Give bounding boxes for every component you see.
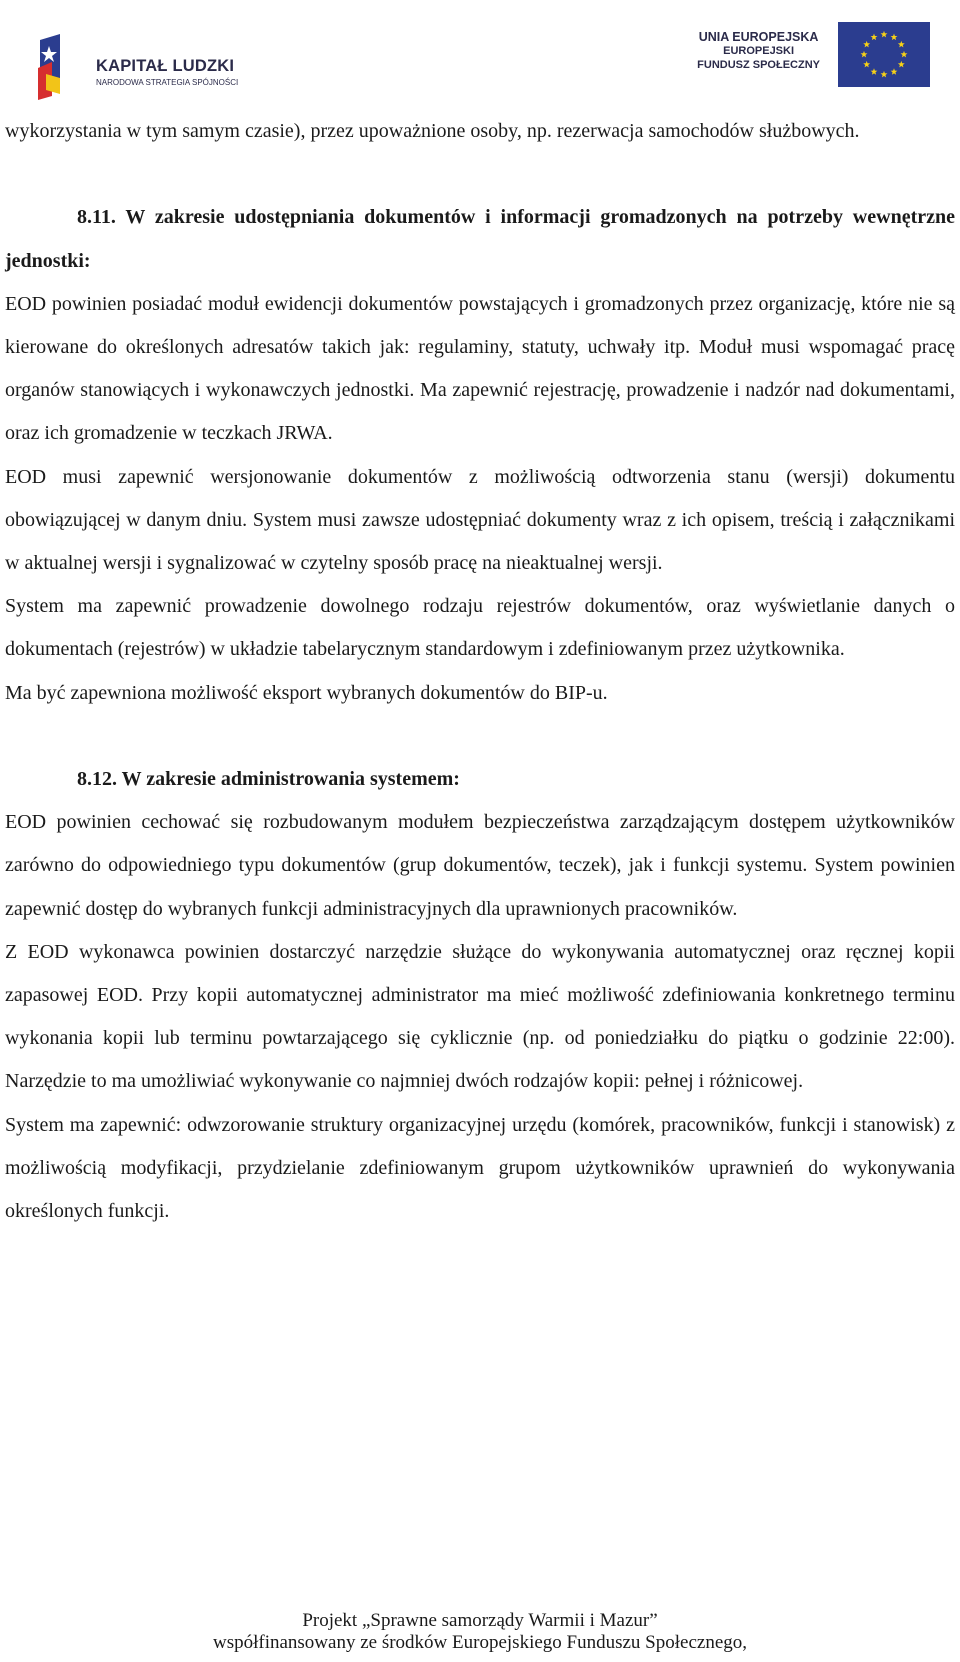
paragraph-struktura: System ma zapewnić: odwzorowanie struktury organizacyjnej urzędu (komórek, pracowników, funkcji i stanowisk) z możliwością modyfikacji, przydzielanie zdefiniowanym grupom użytkowników uprawnień do wykonywania określonych funkcji. bbox=[5, 1113, 955, 1223]
paragraph-continuation: wykorzystania w tym samym czasie), przez upoważnione osoby, np. rezerwacja samochodów służbowych. bbox=[5, 120, 860, 142]
page-footer bbox=[0, 1610, 960, 1654]
section-heading-8-12 bbox=[5, 758, 955, 801]
eu-logo-line2: EUROPEJSKI bbox=[723, 45, 795, 57]
spacer bbox=[5, 153, 955, 196]
footer-line1: Projekt „Sprawne samorządy Warmii i Mazur” bbox=[302, 1610, 658, 1631]
section-heading-8-11-text: 8.11. W zakresie udostępniania dokumentów i informacji gromadzonych na potrzeby wewnętrzne jednostki: bbox=[5, 206, 955, 272]
spacer bbox=[5, 715, 955, 758]
paragraph-ewidencja: EOD powinien posiadać moduł ewidencji dokumentów powstających i gromadzonych przez organizację, które nie są kierowane do określonych adresatów takich jak: regulaminy, statuty, uchwały itp. Moduł musi wspomagać pracę organów stanowiących i wykonawczych jednostki. Ma zapewnić rejestrację, prowadzenie i nadzór nad dokumentami, oraz ich gromadzenie w teczkach JRWA. bbox=[5, 292, 955, 445]
page-header bbox=[0, 0, 960, 112]
footer-line2: współfinansowany ze środków Europejskiego Funduszu Społecznego, bbox=[212, 1632, 747, 1653]
paragraph-rejestry: System ma zapewnić prowadzenie dowolnego rodzaju rejestrów dokumentów, oraz wyświetlanie danych o dokumentach (rejestrów) w układzie tabelarycznym standardowym i zdefiniowanym przez użytkownika. bbox=[5, 595, 955, 661]
eu-logo bbox=[680, 22, 930, 92]
kapital-ludzki-logo bbox=[38, 30, 268, 110]
eu-flag-icon bbox=[838, 22, 930, 87]
eu-logo-line3: FUNDUSZ SPOŁECZNY bbox=[697, 59, 820, 71]
kapital-ludzki-subtitle: NARODOWA STRATEGIA SPÓJNOŚCI bbox=[96, 78, 239, 87]
section-heading-8-12-text: 8.12. W zakresie administrowania systemem: bbox=[77, 768, 460, 791]
section-heading-8-11 bbox=[5, 196, 955, 282]
eu-logo-text bbox=[697, 30, 820, 72]
paragraph-bip: Ma być zapewniona możliwość eksport wybranych dokumentów do BIP-u. bbox=[5, 681, 608, 704]
kapital-ludzki-emblem-icon bbox=[38, 34, 62, 102]
document-body bbox=[5, 110, 955, 1233]
eu-logo-line1: UNIA EUROPEJSKA bbox=[698, 30, 819, 44]
paragraph-wersjonowanie: EOD musi zapewnić wersjonowanie dokumentów z możliwością odtworzenia stanu (wersji) dokumentu obowiązującej w danym dniu. System musi zawsze udostępniać dokumenty wraz z ich opisem, treścią i załącznikami w aktualnej wersji i sygnalizować w czytelny sposób pracę na nieaktualnej wersji. bbox=[5, 465, 955, 575]
kapital-ludzki-title: KAPITAŁ LUDZKI bbox=[96, 57, 235, 75]
paragraph-kopia-zapasowa: Z EOD wykonawca powinien dostarczyć narzędzie służące do wykonywania automatycznej oraz ręcznej kopii zapasowej EOD. Przy kopii automatycznej administrator ma mieć możliwość zdefiniowania konkretnego terminu wykonania kopii lub terminu powtarzającego się cyklicznie (np. od poniedziałku do piątku o godzinie 22:00). Narzędzie to ma umożliwiać wykonywanie co najmniej dwóch rodzajów kopii: pełnej i różnicowej. bbox=[5, 940, 955, 1093]
paragraph-bezpieczenstwo: EOD powinien cechować się rozbudowanym modułem bezpieczeństwa zarządzającym dostępem użytkowników zarówno do odpowiedniego typu dokumentów (grup dokumentów, teczek), jak i funkcji systemu. System powinien zapewnić dostęp do wybranych funkcji administracyjnych dla uprawnionych pracowników. bbox=[5, 811, 955, 920]
